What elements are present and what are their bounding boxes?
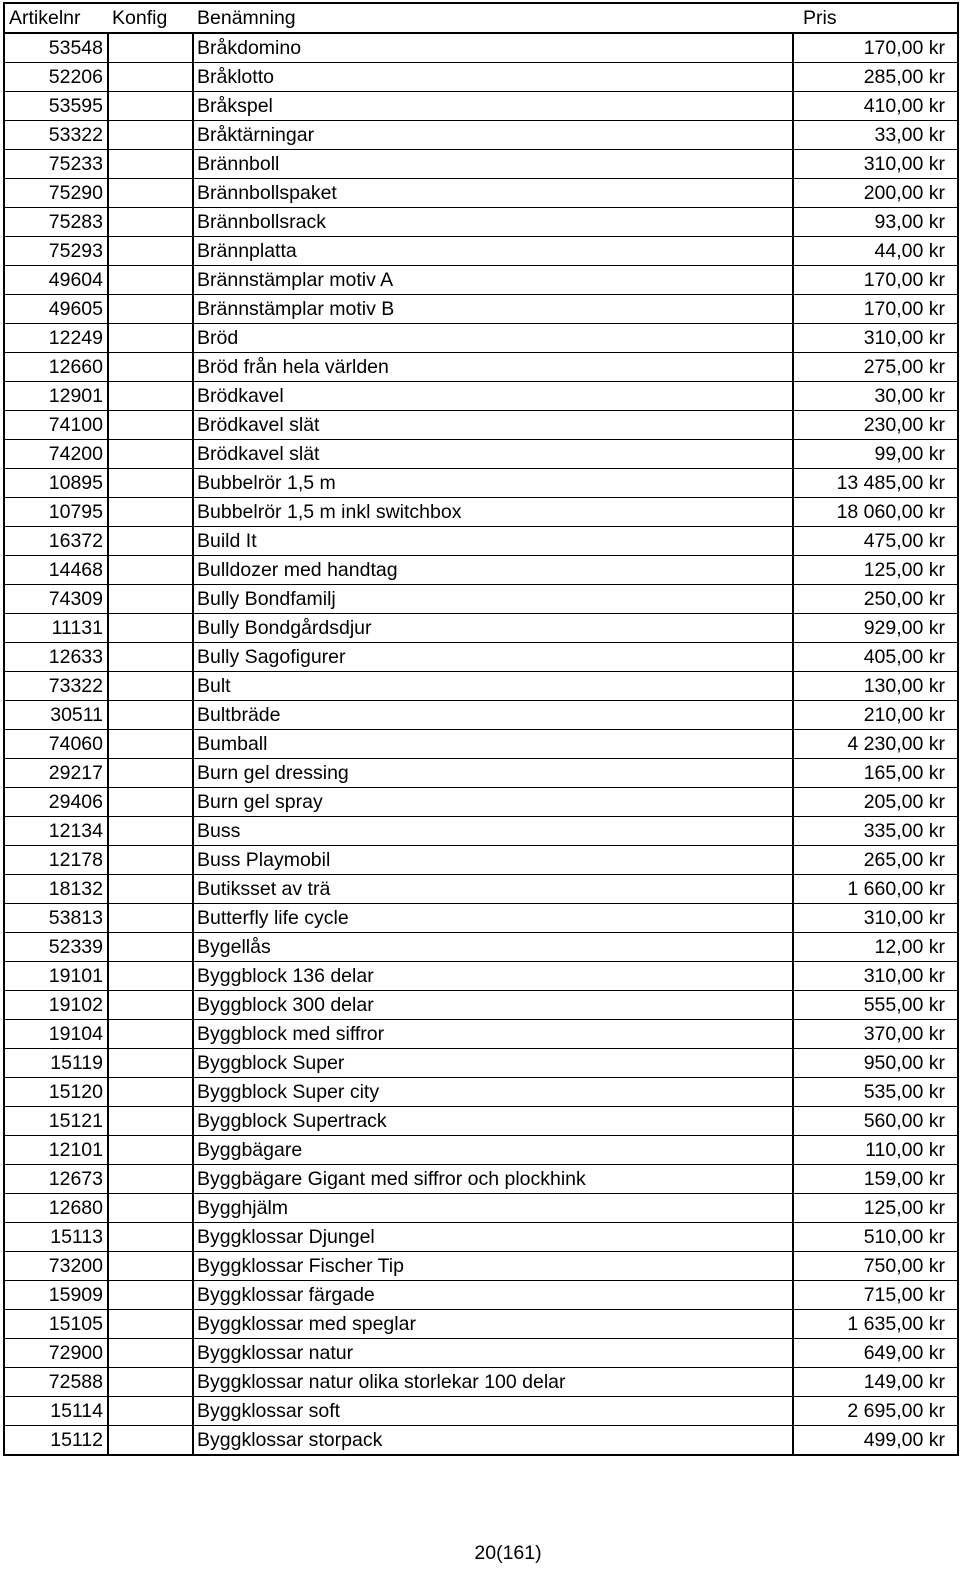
price-cell: 265,00 kr <box>793 846 958 875</box>
table-row <box>4 643 958 672</box>
article-number-cell: 12249 <box>4 324 108 353</box>
price-cell: 44,00 kr <box>793 237 958 266</box>
config-cell <box>108 846 193 875</box>
article-number-cell: 12901 <box>4 382 108 411</box>
price-cell: 200,00 kr <box>793 179 958 208</box>
price-cell: 410,00 kr <box>793 92 958 121</box>
table-row <box>4 991 958 1020</box>
config-cell <box>108 1397 193 1426</box>
price-cell: 715,00 kr <box>793 1281 958 1310</box>
price-cell: 1 660,00 kr <box>793 875 958 904</box>
product-name-cell: Byggklossar natur <box>193 1339 793 1368</box>
article-number-cell: 52206 <box>4 63 108 92</box>
price-cell: 335,00 kr <box>793 817 958 846</box>
product-name-cell: Brödkavel <box>193 382 793 411</box>
product-name-cell: Bygellås <box>193 933 793 962</box>
table-row <box>4 150 958 179</box>
config-cell <box>108 498 193 527</box>
article-number-cell: 19101 <box>4 962 108 991</box>
config-cell <box>108 788 193 817</box>
product-name-cell: Byggklossar soft <box>193 1397 793 1426</box>
article-number-cell: 12178 <box>4 846 108 875</box>
config-cell <box>108 1078 193 1107</box>
product-name-cell: Burn gel dressing <box>193 759 793 788</box>
product-name-cell: Bubbelrör 1,5 m <box>193 469 793 498</box>
table-row <box>4 1223 958 1252</box>
config-cell <box>108 179 193 208</box>
price-cell: 555,00 kr <box>793 991 958 1020</box>
config-cell <box>108 1136 193 1165</box>
config-cell <box>108 730 193 759</box>
price-cell: 125,00 kr <box>793 556 958 585</box>
config-cell <box>108 991 193 1020</box>
article-number-cell: 15121 <box>4 1107 108 1136</box>
table-row <box>4 730 958 759</box>
config-cell <box>108 440 193 469</box>
product-name-cell: Bråklotto <box>193 63 793 92</box>
price-cell: 12,00 kr <box>793 933 958 962</box>
price-cell: 170,00 kr <box>793 33 958 63</box>
price-cell: 170,00 kr <box>793 295 958 324</box>
article-number-cell: 15120 <box>4 1078 108 1107</box>
product-name-cell: Byggklossar storpack <box>193 1426 793 1456</box>
config-cell <box>108 701 193 730</box>
table-row <box>4 875 958 904</box>
article-number-cell: 19102 <box>4 991 108 1020</box>
article-number-cell: 12101 <box>4 1136 108 1165</box>
table-row <box>4 1078 958 1107</box>
table-row <box>4 701 958 730</box>
product-name-cell: Bygghjälm <box>193 1194 793 1223</box>
article-number-cell: 10795 <box>4 498 108 527</box>
table-row <box>4 208 958 237</box>
config-cell <box>108 759 193 788</box>
product-name-cell: Byggklossar natur olika storlekar 100 delar <box>193 1368 793 1397</box>
table-row <box>4 469 958 498</box>
config-cell <box>108 1194 193 1223</box>
config-cell <box>108 295 193 324</box>
price-cell: 170,00 kr <box>793 266 958 295</box>
price-cell: 310,00 kr <box>793 150 958 179</box>
price-cell: 405,00 kr <box>793 643 958 672</box>
article-number-cell: 75233 <box>4 150 108 179</box>
product-name-cell: Brödkavel slät <box>193 411 793 440</box>
config-cell <box>108 1049 193 1078</box>
config-cell <box>108 266 193 295</box>
config-cell <box>108 469 193 498</box>
table-row <box>4 962 958 991</box>
product-name-cell: Byggklossar Djungel <box>193 1223 793 1252</box>
article-number-cell: 49604 <box>4 266 108 295</box>
config-cell <box>108 150 193 179</box>
config-cell <box>108 527 193 556</box>
product-name-cell: Byggblock 136 delar <box>193 962 793 991</box>
product-name-cell: Bult <box>193 672 793 701</box>
table-row <box>4 1136 958 1165</box>
table-row <box>4 353 958 382</box>
config-cell <box>108 33 193 63</box>
config-cell <box>108 614 193 643</box>
article-number-cell: 53322 <box>4 121 108 150</box>
config-cell <box>108 208 193 237</box>
product-name-cell: Bråkdomino <box>193 33 793 63</box>
article-number-cell: 74200 <box>4 440 108 469</box>
product-name-cell: Brödkavel slät <box>193 440 793 469</box>
page-number: 20(161) <box>474 1542 542 1564</box>
article-number-cell: 12633 <box>4 643 108 672</box>
price-cell: 205,00 kr <box>793 788 958 817</box>
article-number-cell: 10895 <box>4 469 108 498</box>
price-cell: 159,00 kr <box>793 1165 958 1194</box>
article-number-cell: 74309 <box>4 585 108 614</box>
config-cell <box>108 1426 193 1456</box>
price-cell: 510,00 kr <box>793 1223 958 1252</box>
article-number-cell: 18132 <box>4 875 108 904</box>
product-name-cell: Byggklossar färgade <box>193 1281 793 1310</box>
price-cell: 13 485,00 kr <box>793 469 958 498</box>
table-row <box>4 295 958 324</box>
table-body <box>4 33 958 1455</box>
price-cell: 535,00 kr <box>793 1078 958 1107</box>
price-cell: 285,00 kr <box>793 63 958 92</box>
table-row <box>4 1339 958 1368</box>
price-table <box>3 2 959 1456</box>
table-row <box>4 324 958 353</box>
price-cell: 99,00 kr <box>793 440 958 469</box>
price-cell: 370,00 kr <box>793 1020 958 1049</box>
product-name-cell: Brännboll <box>193 150 793 179</box>
table-row <box>4 440 958 469</box>
config-cell <box>108 237 193 266</box>
table-row <box>4 179 958 208</box>
table-row <box>4 527 958 556</box>
table-row <box>4 63 958 92</box>
price-cell: 30,00 kr <box>793 382 958 411</box>
article-number-cell: 15909 <box>4 1281 108 1310</box>
table-row <box>4 846 958 875</box>
table-row <box>4 817 958 846</box>
table-row <box>4 556 958 585</box>
config-cell <box>108 585 193 614</box>
article-number-cell: 11131 <box>4 614 108 643</box>
table-row <box>4 1049 958 1078</box>
product-name-cell: Butiksset av trä <box>193 875 793 904</box>
table-row <box>4 1426 958 1456</box>
product-name-cell: Byggblock Super city <box>193 1078 793 1107</box>
product-name-cell: Bully Sagofigurer <box>193 643 793 672</box>
config-cell <box>108 1310 193 1339</box>
table-row <box>4 411 958 440</box>
table-row <box>4 1281 958 1310</box>
table-row <box>4 1020 958 1049</box>
product-name-cell: Byggblock 300 delar <box>193 991 793 1020</box>
config-cell <box>108 904 193 933</box>
product-name-cell: Butterfly life cycle <box>193 904 793 933</box>
article-number-cell: 12660 <box>4 353 108 382</box>
table-row <box>4 1252 958 1281</box>
table-row <box>4 759 958 788</box>
table-row <box>4 904 958 933</box>
config-cell <box>108 817 193 846</box>
price-cell: 250,00 kr <box>793 585 958 614</box>
article-number-cell: 73322 <box>4 672 108 701</box>
price-cell: 130,00 kr <box>793 672 958 701</box>
config-cell <box>108 1020 193 1049</box>
product-name-cell: Brännplatta <box>193 237 793 266</box>
article-number-cell: 72588 <box>4 1368 108 1397</box>
product-name-cell: Byggbägare <box>193 1136 793 1165</box>
table-row <box>4 266 958 295</box>
config-cell <box>108 1281 193 1310</box>
price-cell: 230,00 kr <box>793 411 958 440</box>
article-number-cell: 15105 <box>4 1310 108 1339</box>
product-name-cell: Bråkspel <box>193 92 793 121</box>
table-row <box>4 1194 958 1223</box>
product-name-cell: Buss Playmobil <box>193 846 793 875</box>
article-number-cell: 53595 <box>4 92 108 121</box>
article-number-cell: 29406 <box>4 788 108 817</box>
table-row <box>4 237 958 266</box>
table-row <box>4 788 958 817</box>
article-number-cell: 15114 <box>4 1397 108 1426</box>
price-cell: 210,00 kr <box>793 701 958 730</box>
config-cell <box>108 556 193 585</box>
config-cell <box>108 643 193 672</box>
table-row <box>4 1107 958 1136</box>
article-number-cell: 12673 <box>4 1165 108 1194</box>
article-number-cell: 16372 <box>4 527 108 556</box>
product-name-cell: Byggklossar Fischer Tip <box>193 1252 793 1281</box>
config-cell <box>108 411 193 440</box>
price-cell: 18 060,00 kr <box>793 498 958 527</box>
price-cell: 950,00 kr <box>793 1049 958 1078</box>
article-number-cell: 72900 <box>4 1339 108 1368</box>
config-cell <box>108 1339 193 1368</box>
table-header-row <box>4 3 958 33</box>
config-cell <box>108 1165 193 1194</box>
table-row <box>4 121 958 150</box>
article-number-cell: 52339 <box>4 933 108 962</box>
product-name-cell: Byggblock Super <box>193 1049 793 1078</box>
table-row <box>4 1165 958 1194</box>
config-cell <box>108 63 193 92</box>
article-number-cell: 49605 <box>4 295 108 324</box>
article-number-cell: 12680 <box>4 1194 108 1223</box>
price-cell: 499,00 kr <box>793 1426 958 1456</box>
price-cell: 1 635,00 kr <box>793 1310 958 1339</box>
table-row <box>4 672 958 701</box>
config-cell <box>108 933 193 962</box>
article-number-cell: 15119 <box>4 1049 108 1078</box>
config-cell <box>108 962 193 991</box>
price-cell: 649,00 kr <box>793 1339 958 1368</box>
header-price: Pris <box>793 3 958 33</box>
header-article-number: Artikelnr <box>4 3 108 33</box>
table-row <box>4 1397 958 1426</box>
price-cell: 110,00 kr <box>793 1136 958 1165</box>
article-number-cell: 14468 <box>4 556 108 585</box>
product-name-cell: Bröd från hela världen <box>193 353 793 382</box>
article-number-cell: 12134 <box>4 817 108 846</box>
table-row <box>4 1310 958 1339</box>
article-number-cell: 15112 <box>4 1426 108 1456</box>
product-name-cell: Bumball <box>193 730 793 759</box>
product-name-cell: Byggbägare Gigant med siffror och plockhink <box>193 1165 793 1194</box>
article-number-cell: 53813 <box>4 904 108 933</box>
price-cell: 33,00 kr <box>793 121 958 150</box>
table-row <box>4 92 958 121</box>
product-name-cell: Build It <box>193 527 793 556</box>
config-cell <box>108 1368 193 1397</box>
price-cell: 149,00 kr <box>793 1368 958 1397</box>
product-name-cell: Burn gel spray <box>193 788 793 817</box>
config-cell <box>108 324 193 353</box>
config-cell <box>108 121 193 150</box>
table-row <box>4 382 958 411</box>
table-row <box>4 614 958 643</box>
price-cell: 929,00 kr <box>793 614 958 643</box>
table-row <box>4 498 958 527</box>
article-number-cell: 15113 <box>4 1223 108 1252</box>
product-name-cell: Brännstämplar motiv B <box>193 295 793 324</box>
article-number-cell: 19104 <box>4 1020 108 1049</box>
price-cell: 275,00 kr <box>793 353 958 382</box>
product-name-cell: Bulldozer med handtag <box>193 556 793 585</box>
header-name: Benämning <box>193 3 793 33</box>
table-row <box>4 585 958 614</box>
article-number-cell: 74100 <box>4 411 108 440</box>
config-cell <box>108 353 193 382</box>
price-cell: 475,00 kr <box>793 527 958 556</box>
article-number-cell: 75283 <box>4 208 108 237</box>
product-name-cell: Brännstämplar motiv A <box>193 266 793 295</box>
price-cell: 310,00 kr <box>793 324 958 353</box>
config-cell <box>108 92 193 121</box>
price-cell: 93,00 kr <box>793 208 958 237</box>
article-number-cell: 75290 <box>4 179 108 208</box>
price-cell: 4 230,00 kr <box>793 730 958 759</box>
price-cell: 560,00 kr <box>793 1107 958 1136</box>
product-name-cell: Bully Bondfamilj <box>193 585 793 614</box>
price-cell: 125,00 kr <box>793 1194 958 1223</box>
price-list-sheet <box>3 2 957 1456</box>
price-cell: 165,00 kr <box>793 759 958 788</box>
price-cell: 310,00 kr <box>793 904 958 933</box>
article-number-cell: 74060 <box>4 730 108 759</box>
table-row <box>4 1368 958 1397</box>
product-name-cell: Bröd <box>193 324 793 353</box>
product-name-cell: Bråktärningar <box>193 121 793 150</box>
product-name-cell: Brännbollspaket <box>193 179 793 208</box>
config-cell <box>108 1107 193 1136</box>
header-config: Konfig <box>108 3 193 33</box>
table-row <box>4 933 958 962</box>
article-number-cell: 30511 <box>4 701 108 730</box>
price-cell: 310,00 kr <box>793 962 958 991</box>
product-name-cell: Bultbräde <box>193 701 793 730</box>
table-row <box>4 33 958 63</box>
config-cell <box>108 1223 193 1252</box>
config-cell <box>108 382 193 411</box>
product-name-cell: Byggblock med siffror <box>193 1020 793 1049</box>
price-cell: 2 695,00 kr <box>793 1397 958 1426</box>
config-cell <box>108 672 193 701</box>
product-name-cell: Bubbelrör 1,5 m inkl switchbox <box>193 498 793 527</box>
article-number-cell: 53548 <box>4 33 108 63</box>
article-number-cell: 29217 <box>4 759 108 788</box>
product-name-cell: Brännbollsrack <box>193 208 793 237</box>
product-name-cell: Buss <box>193 817 793 846</box>
product-name-cell: Byggblock Supertrack <box>193 1107 793 1136</box>
price-cell: 750,00 kr <box>793 1252 958 1281</box>
product-name-cell: Byggklossar med speglar <box>193 1310 793 1339</box>
config-cell <box>108 1252 193 1281</box>
article-number-cell: 73200 <box>4 1252 108 1281</box>
article-number-cell: 75293 <box>4 237 108 266</box>
product-name-cell: Bully Bondgårdsdjur <box>193 614 793 643</box>
config-cell <box>108 875 193 904</box>
